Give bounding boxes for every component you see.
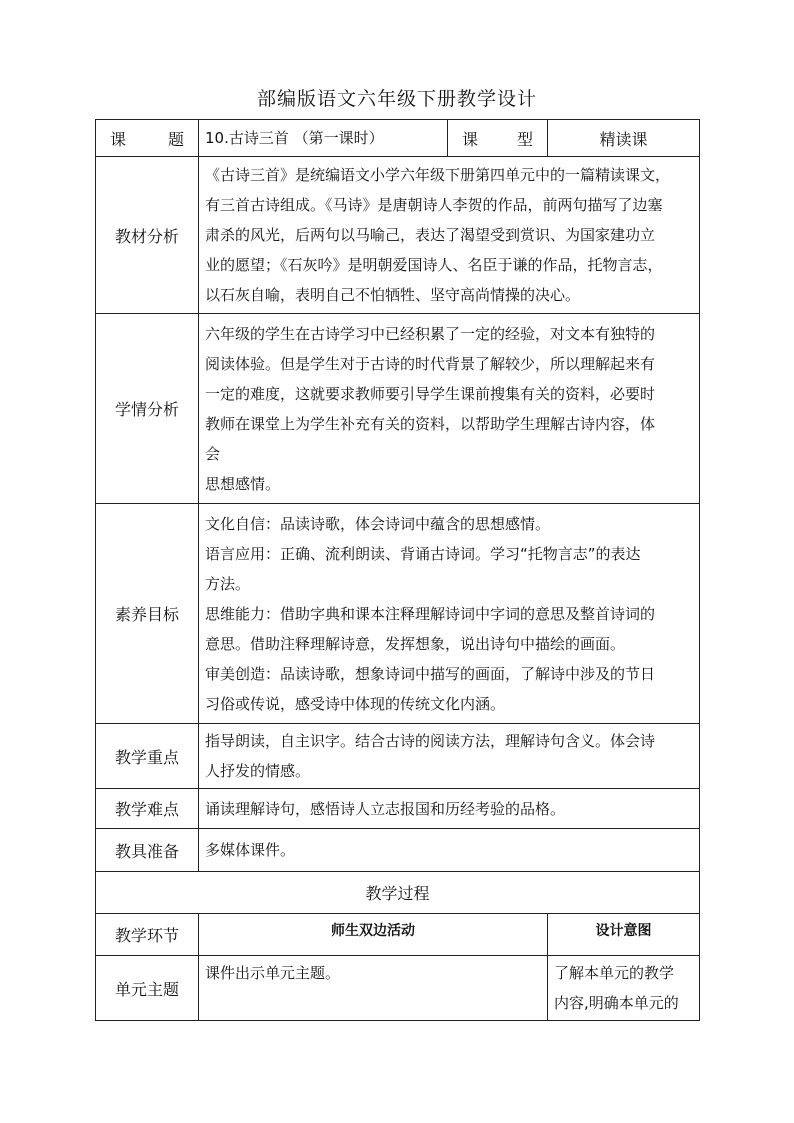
text-line: 人抒发的情感。 (205, 762, 311, 780)
student-analysis-content (199, 314, 700, 504)
intent-column-header: 设计意图 (548, 914, 700, 956)
text-line: 有三首古诗组成。《马诗》是唐朝诗人李贺的作品，前两句描写了边塞 (205, 196, 663, 214)
process-header-row (96, 914, 700, 956)
document-title: 部编版语文六年级下册教学设计 (256, 88, 537, 110)
text-line: 六年级的学生在古诗学习中已经积累了一定的经验，对文本有独特的 (205, 324, 656, 343)
text-line: 《古诗三首》是统编语文小学六年级下册第四单元中的一篇精读课文， (205, 166, 671, 184)
text-line: 文化自信：品读诗歌，体会诗词中蕴含的思想感情。 (205, 514, 551, 533)
activity-column-header: 师生双边活动 (199, 914, 548, 956)
literacy-goals-row (96, 504, 700, 724)
topic-label-char-1: 课 (110, 129, 127, 149)
text-line: 思维能力：借助字典和课本注释理解诗词中字词的意思及整首诗词的 (205, 604, 656, 623)
topic-label (96, 120, 199, 157)
textbook-analysis-content (199, 157, 700, 314)
materials-label: 教具准备 (96, 829, 199, 872)
stage-column-header: 教学环节 (96, 914, 199, 956)
stage-cell: 单元主题 (96, 956, 199, 1021)
textbook-analysis-label: 教材分析 (96, 157, 199, 314)
student-analysis-row (96, 314, 700, 504)
key-points-row (96, 724, 700, 789)
text-line: 一定的难度，这就要求教师要引导学生课前搜集有关的资料，必要时 (205, 384, 656, 403)
type-label-char-1: 课 (462, 129, 479, 149)
process-heading: 教学过程 (96, 872, 700, 914)
text-line: 肃杀的风光，后两句以马喻己，表达了渴望受到赏识、为国家建功立 (205, 226, 656, 244)
type-value: 精读课 (548, 120, 700, 157)
difficulties-label: 教学难点 (96, 789, 199, 829)
student-analysis-label: 学情分析 (96, 314, 199, 504)
header-row (96, 120, 700, 157)
text-line: 语言应用：正确、流利朗读、背诵古诗词。学习“托物言志”的表达 (205, 544, 641, 563)
literacy-goals-label: 素养目标 (96, 504, 199, 724)
process-heading-row (96, 872, 700, 914)
text-line: 思想感情。 (205, 474, 281, 493)
process-row-unit-theme (96, 956, 700, 1021)
difficulties-content: 诵读理解诗句，感悟诗人立志报国和历经考验的品格。 (199, 789, 700, 829)
materials-content: 多媒体课件。 (199, 829, 700, 872)
text-line: 阅读体验。但是学生对于古诗的时代背景了解较少，所以理解起来有 (205, 354, 656, 373)
activity-cell: 课件出示单元主题。 (199, 956, 548, 1021)
key-points-label: 教学重点 (96, 724, 199, 789)
type-label-char-2: 型 (516, 129, 533, 149)
materials-row (96, 829, 700, 872)
text-line: 教师在课堂上为学生补充有关的资料，以帮助学生理解古诗内容，体 (205, 414, 656, 433)
text-line: 方法。 (205, 574, 251, 593)
type-label (448, 120, 548, 157)
text-line: 业的愿望；《石灰吟》是明朝爱国诗人、名臣于谦的作品，托物言志， (205, 256, 663, 274)
difficulties-row (96, 789, 700, 829)
text-line: 了解本单元的教学 (554, 964, 675, 982)
text-line: 以石灰自喻，表明自己不怕牺牲、坚守高尚情操的决心。 (205, 286, 581, 304)
key-points-content (199, 724, 700, 789)
topic-value: 10.古诗三首 （第一课时） (199, 120, 448, 157)
lesson-plan-table (95, 119, 700, 1021)
text-line: 指导朗读，自主识字。结合古诗的阅读方法，理解诗句含义。体会诗 (205, 732, 656, 750)
text-line: 内容,明确本单元的 (554, 994, 679, 1012)
text-line: 审美创造：品读诗歌，想象诗词中描写的画面，了解诗中涉及的节日 (205, 664, 656, 683)
text-line: 习俗或传说，感受诗中体现的传统文化内涵。 (205, 694, 506, 713)
text-line: 会 (205, 444, 221, 463)
textbook-analysis-row (96, 157, 700, 314)
literacy-goals-content (199, 504, 700, 724)
topic-label-char-2: 题 (167, 129, 184, 149)
intent-cell (548, 956, 700, 1021)
text-line: 意思。借助注释理解诗意，发挥想象，说出诗句中描绘的画面。 (205, 634, 626, 653)
